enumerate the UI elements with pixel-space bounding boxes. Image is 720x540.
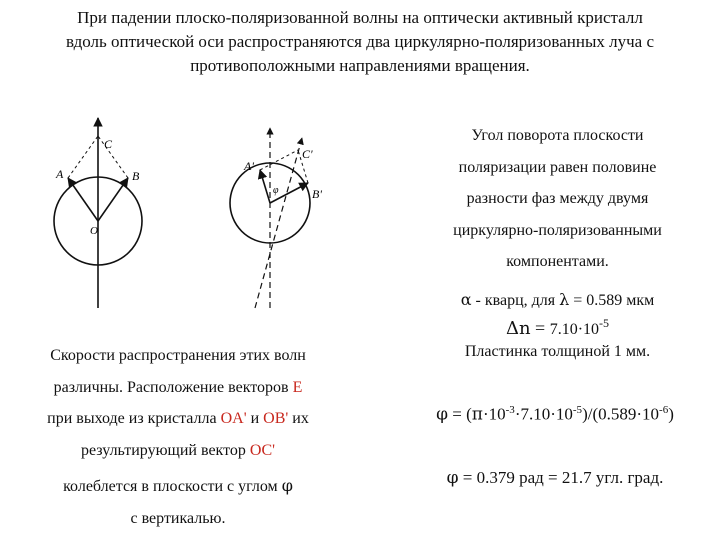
- eq1-part-e: ): [668, 404, 674, 424]
- right-text-line-2: поляризации равен половине: [458, 158, 657, 176]
- slide-title: [0, 6, 720, 78]
- right-text-line-3: разности фаз между двумя: [466, 190, 649, 207]
- left-text-line-1: Скорости распространения этих волн: [50, 347, 306, 364]
- vector-oa-label: OA': [220, 410, 247, 427]
- title-line-2: вдоль оптической оси распространяются два циркулярно-поляризованных луча с: [65, 32, 654, 51]
- left-text-line-5-a: колеблется в плоскости с углом: [63, 478, 282, 495]
- rotation-explanation: [420, 120, 695, 278]
- delta-n-exponent: -5: [599, 316, 610, 330]
- velocity-explanation: [8, 340, 348, 534]
- right-text-line-4: циркулярно-поляризованными: [453, 221, 662, 239]
- eq1-part-c: ·7.10·10: [514, 404, 573, 424]
- left-text-line-3-c: их: [288, 410, 309, 427]
- eq1-part-d: )/(0.589·10: [582, 404, 660, 424]
- material-text: - кварц, для: [471, 292, 560, 309]
- delta-n-line: [420, 316, 695, 339]
- left-text-line-3: [8, 403, 348, 435]
- polarization-diagram: [40, 108, 340, 318]
- right-text-line-5: компонентами.: [506, 253, 609, 270]
- vector-ob-label: OB': [263, 410, 289, 427]
- phi-equation-2: [395, 468, 715, 488]
- phi-symbol-2: φ: [446, 468, 459, 488]
- phi-angle-symbol: φ: [281, 476, 293, 495]
- vector-oa: [68, 178, 98, 221]
- plate-thickness: Пластинка толщиной 1 мм.: [464, 343, 651, 360]
- label-c: C: [104, 137, 113, 151]
- left-text-line-4-a: результирующий вектор: [80, 441, 250, 459]
- vector-e-label: E: [292, 378, 303, 396]
- title-line-3: противоположными направлениями вращения.: [190, 56, 530, 75]
- left-text-line-3-b: и: [246, 410, 264, 427]
- delta-n-equals: =: [530, 318, 550, 338]
- left-figure: [54, 118, 142, 308]
- pi-symbol: π: [471, 404, 483, 425]
- delta-n-value: 7.10·10: [549, 321, 600, 338]
- label-b-prime: B': [312, 187, 322, 201]
- vector-ob: [98, 178, 128, 221]
- vector-oc-label: OC': [249, 441, 275, 459]
- wavelength-text: = 0.589 мкм: [569, 292, 655, 309]
- right-figure: [230, 128, 322, 308]
- left-text-line-3-a: при выходе из кристалла: [47, 410, 221, 427]
- left-text-line-2-text: различны. Расположение векторов: [53, 378, 293, 396]
- eq1-part-b: ·10: [482, 404, 506, 424]
- label-phi: φ: [273, 185, 279, 196]
- left-text-line-5: [8, 470, 348, 503]
- right-text-line-1: Угол поворота плоскости: [471, 127, 644, 144]
- alpha-symbol: α: [460, 290, 472, 309]
- label-a: A: [56, 167, 64, 181]
- eq1-part-a: = (: [448, 404, 472, 424]
- label-o: O: [90, 225, 98, 237]
- quartz-example: [420, 290, 695, 310]
- exp-m6: -6: [659, 404, 669, 416]
- label-a-prime: A': [244, 159, 254, 173]
- title-line-1: При падении плоско-поляризованной волны на оптически активный кристалл: [77, 8, 643, 27]
- left-text-line-2: [8, 372, 348, 404]
- phi-equation-1: [395, 404, 715, 425]
- left-text-line-4: [8, 435, 348, 467]
- left-text-line-6: с вертикалью.: [130, 509, 226, 527]
- lambda-symbol: λ: [559, 290, 570, 309]
- label-c-prime: C': [302, 147, 313, 161]
- exp-m3: -3: [505, 404, 515, 416]
- exp-m5: -5: [572, 404, 583, 416]
- label-b: B: [132, 169, 140, 183]
- phi-symbol: φ: [436, 404, 449, 425]
- eq2-result: = 0.379 рад = 21.7 угл. град.: [458, 468, 664, 487]
- vector-oa-prime: [260, 170, 270, 203]
- delta-n-symbol: Δn: [505, 318, 531, 339]
